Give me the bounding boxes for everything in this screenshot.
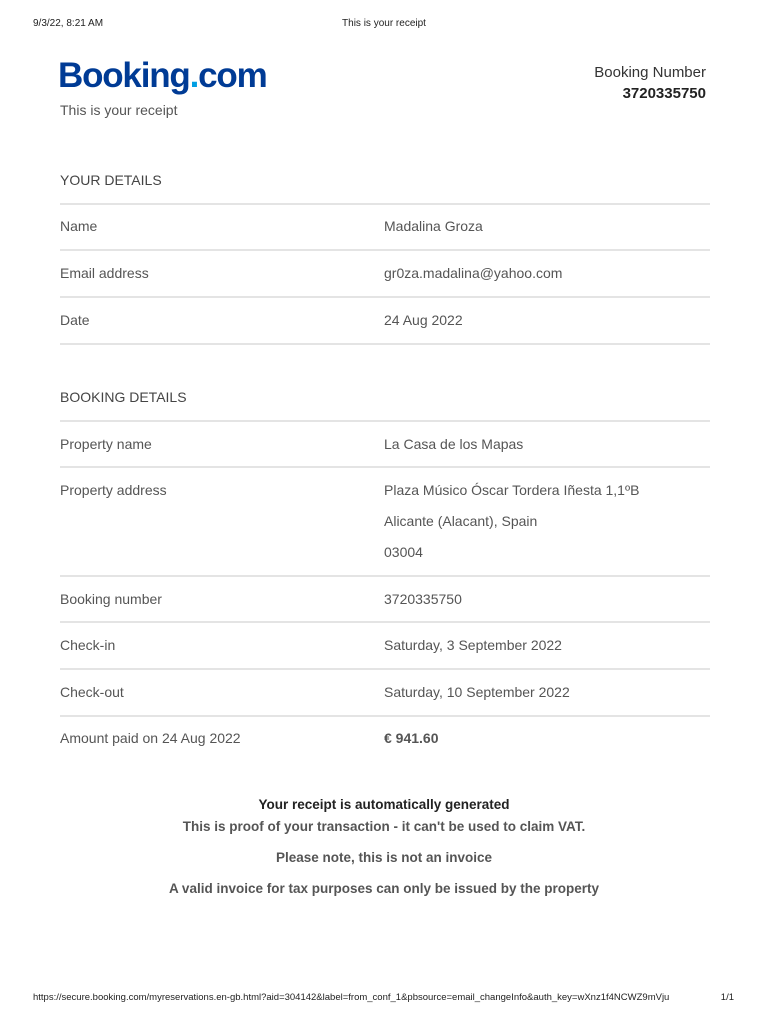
divider	[60, 249, 710, 251]
divider	[60, 296, 710, 298]
receipt-note-proof: This is proof of your transaction - it can't be used to claim VAT.	[182, 819, 586, 834]
property-name-value: La Casa de los Mapas	[384, 436, 524, 452]
receipt-note-auto-generated: Your receipt is automatically generated	[258, 797, 510, 812]
your-details-heading: YOUR DETAILS	[60, 172, 162, 188]
booking-details-heading: BOOKING DETAILS	[60, 389, 187, 405]
property-address-label: Property address	[60, 482, 167, 498]
booking-number-label: Booking Number	[594, 64, 706, 81]
property-address-line-2: Alicante (Alacant), Spain	[384, 513, 538, 529]
amount-paid-value: € 941.60	[384, 730, 439, 746]
receipt-note-not-invoice: Please note, this is not an invoice	[275, 850, 493, 865]
booking-number-row-label: Booking number	[60, 591, 162, 607]
print-page-number: 1/1	[720, 992, 734, 1003]
receipt-note-valid-invoice: A valid invoice for tax purposes can only be issued by the property	[168, 881, 600, 896]
divider	[60, 715, 710, 717]
property-address-line-3: 03004	[384, 544, 423, 560]
check-out-value: Saturday, 10 September 2022	[384, 684, 570, 700]
print-footer-url: https://secure.booking.com/myreservations.en-gb.html?aid=304142&label=from_conf_1&pbsource=email_changeInfo&auth_key=wXnz1f4NCWZ9mVju	[33, 992, 670, 1003]
print-header	[0, 18, 768, 32]
property-name-label: Property name	[60, 436, 152, 452]
booking-number-value: 3720335750	[622, 85, 706, 102]
divider	[60, 466, 710, 468]
booking-number-row-value: 3720335750	[384, 591, 462, 607]
booking-logo	[58, 56, 267, 96]
date-value: 24 Aug 2022	[384, 312, 463, 328]
booking-number-block	[594, 63, 706, 105]
logo-tld: com	[198, 56, 267, 95]
divider	[60, 343, 710, 345]
print-document-title: This is your receipt	[342, 18, 426, 29]
check-out-label: Check-out	[60, 684, 124, 700]
amount-paid-label: Amount paid on 24 Aug 2022	[60, 730, 241, 746]
receipt-subtitle: This is your receipt	[60, 102, 178, 118]
email-value: gr0za.madalina@yahoo.com	[384, 265, 563, 281]
print-timestamp: 9/3/22, 8:21 AM	[33, 18, 104, 29]
check-in-value: Saturday, 3 September 2022	[384, 637, 562, 653]
date-label: Date	[60, 312, 90, 328]
divider	[60, 420, 710, 422]
email-label: Email address	[60, 265, 149, 281]
divider	[60, 575, 710, 577]
divider	[60, 668, 710, 670]
divider	[60, 621, 710, 623]
property-address-line-1: Plaza Músico Óscar Tordera Iñesta 1,1ºB	[384, 482, 640, 498]
logo-name-main: Booking	[58, 56, 190, 95]
name-label: Name	[60, 218, 98, 234]
check-in-label: Check-in	[60, 637, 116, 653]
name-value: Madalina Groza	[384, 218, 483, 234]
logo-dot: .	[189, 56, 199, 95]
divider	[60, 203, 710, 205]
